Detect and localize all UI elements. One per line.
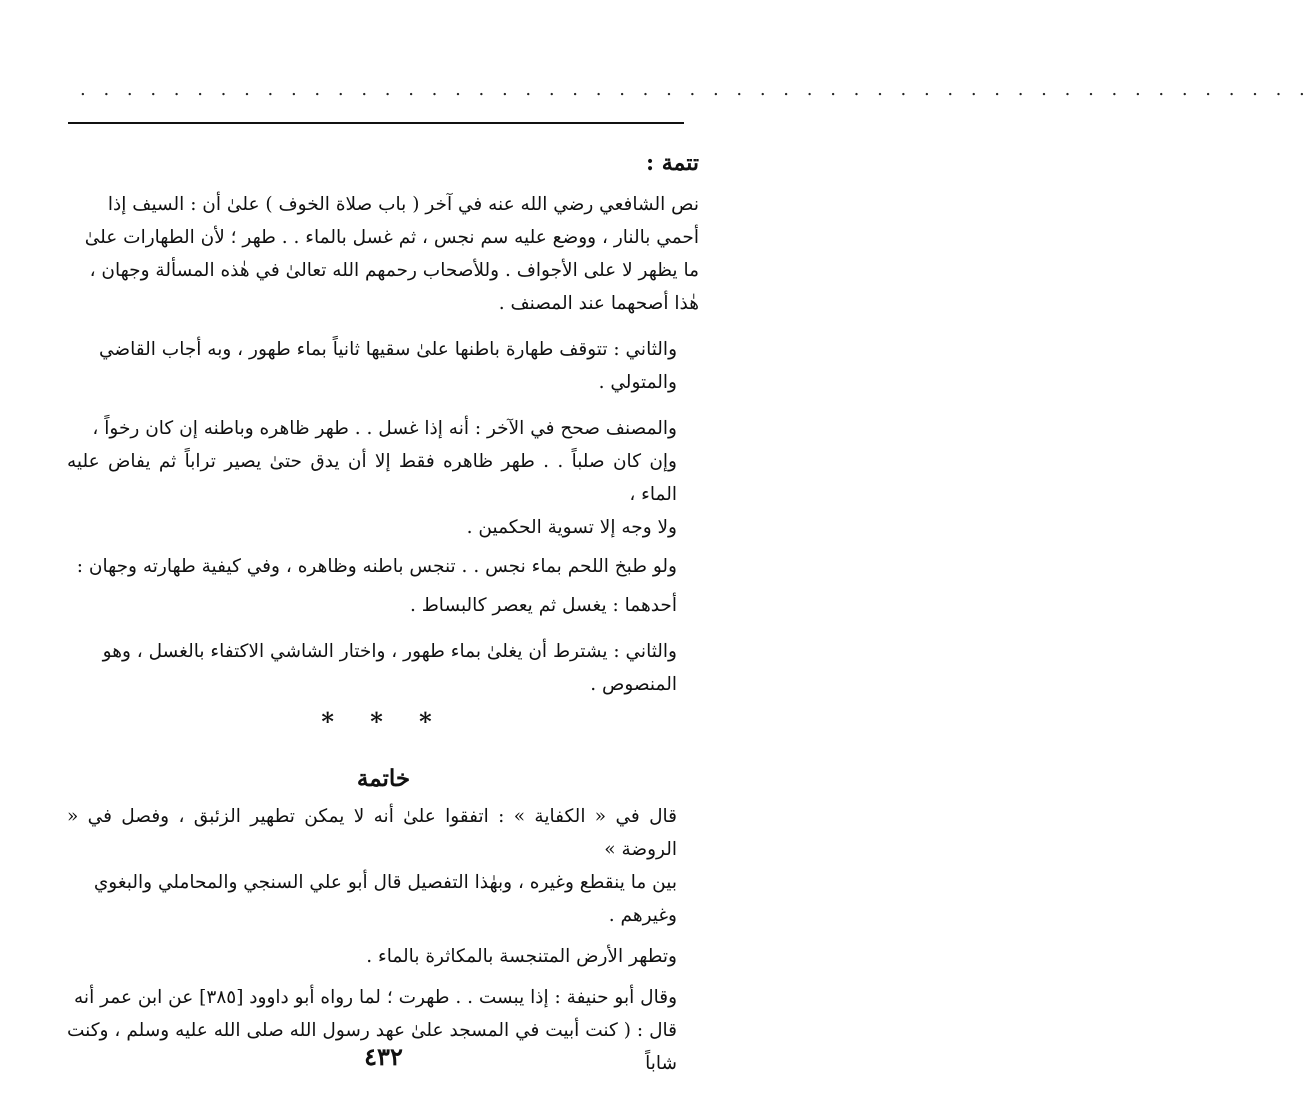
section1-body: [67, 188, 699, 701]
text-line: والثاني : تتوقف طهارة باطنها علىٰ سقيها ثانياً بماء طهور ، وبه أجاب القاضي: [99, 339, 677, 360]
paragraph: [67, 589, 699, 622]
paragraph: [67, 333, 699, 399]
paragraph: [67, 800, 699, 932]
text-line: المنصوص .: [590, 674, 677, 695]
dotted-line: . . . . . . . . . . . . . . . . . . . . . . . . . . . . . . . . . . . . . . . . . . . . . . . . . . . . .: [80, 79, 1311, 100]
paragraph: [67, 635, 699, 701]
text-line: وقال أبو حنيفة : إذا يبست . . طهرت ؛ لما رواه أبو داوود [٣٨٥] عن ابن عمر أنه: [74, 987, 677, 1008]
text-line: هٰذا أصحهما عند المصنف .: [498, 293, 699, 314]
paragraph: [67, 412, 699, 544]
text-line: وغيرهم .: [608, 905, 677, 926]
text-line: وتطهر الأرض المتنجسة بالمكاثرة بالماء .: [366, 946, 677, 967]
text-line: ولا وجه إلا تسوية الحكمين .: [466, 517, 677, 538]
section-separator: * * *: [321, 707, 446, 736]
horizontal-rule: [68, 122, 684, 124]
text-line: ما يظهر لا على الأجواف . وللأصحاب رحمهم الله تعالىٰ في هٰذه المسألة وجهان ،: [89, 260, 699, 281]
text-line: أحدهما : يغسل ثم يعصر كالبساط .: [409, 595, 677, 616]
section-heading-khatima: خاتمة: [356, 765, 411, 792]
paragraph: [67, 940, 699, 973]
text-line: والثاني : يشترط أن يغلىٰ بماء طهور ، واختار الشاشي الاكتفاء بالغسل ، وهو: [102, 641, 677, 662]
text-line: ولو طبخ اللحم بماء نجس . . تنجس باطنه وظاهره ، وفي كيفية طهارته وجهان :: [76, 556, 677, 577]
text-line: والمتولي .: [598, 372, 677, 393]
text-line: نص الشافعي رضي الله عنه في آخر ( باب صلاة الخوف ) علىٰ أن : السيف إذا: [107, 194, 699, 215]
text-line: أحمي بالنار ، ووضع عليه سم نجس ، ثم غسل بالماء . . طهر ؛ لأن الطهارات علىٰ: [84, 227, 699, 248]
text-line: وإن كان صلباً . . طهر ظاهره فقط إلا أن يدق حتىٰ يصير تراباً ثم يفاض عليه الماء ،: [67, 451, 677, 505]
text-line: قال في « الكفاية » : اتفقوا علىٰ أنه لا يمكن تطهير الزئبق ، وفصل في « الروضة »: [67, 806, 677, 860]
text-line: بين ما ينقطع وغيره ، وبهٰذا التفصيل قال أبو علي السنجي والمحاملي والبغوي: [93, 872, 677, 893]
section2-body: [67, 800, 699, 1080]
text-line: قال : ( كنت أبيت في المسجد علىٰ عهد رسول الله صلى الله عليه وسلم ، وكنت شاباً: [67, 1020, 677, 1074]
section-heading-tatimma: تتمة :: [645, 150, 699, 176]
paragraph: [67, 188, 699, 320]
paragraph: [67, 550, 699, 583]
text-line: والمصنف صحح في الآخر : أنه إذا غسل . . طهر ظاهره وباطنه إن كان رخواً ،: [92, 418, 677, 439]
page-number: ٤٣٢: [364, 1042, 403, 1071]
